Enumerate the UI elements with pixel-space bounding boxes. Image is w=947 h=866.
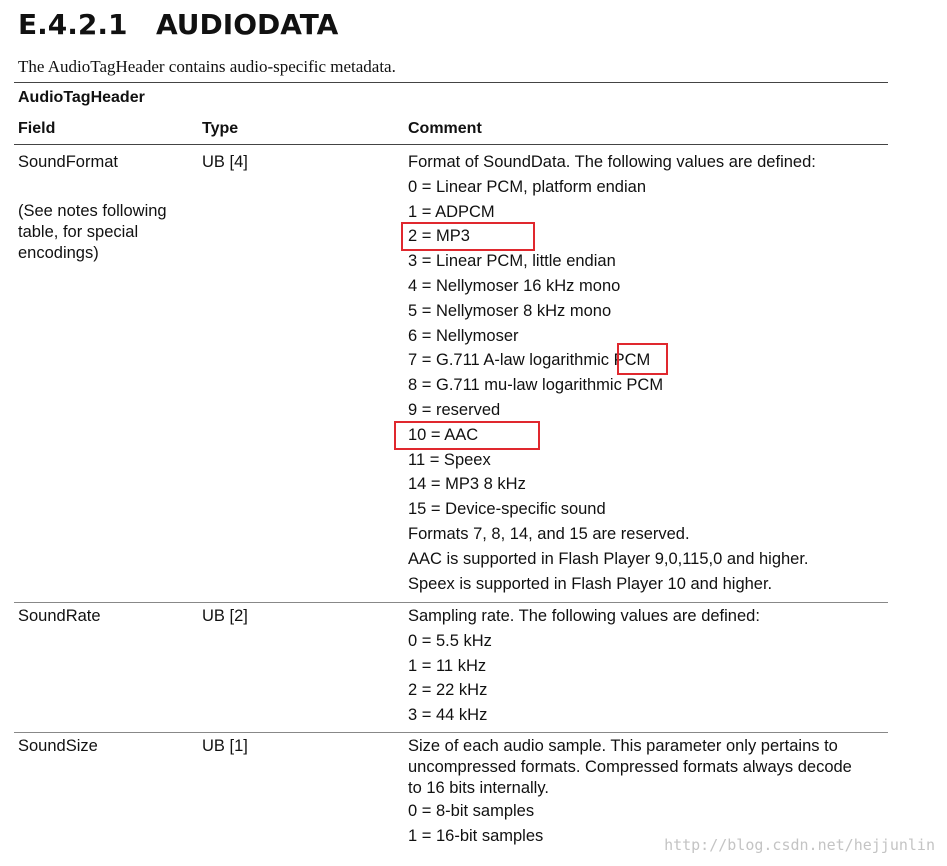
- column-header-field: Field: [18, 120, 56, 137]
- row-soundsize-comment: [408, 736, 852, 849]
- row-soundrate-comment: [408, 604, 760, 728]
- comment-line: 14 = MP3 8 kHz: [408, 475, 526, 494]
- row-soundformat-field: SoundFormat: [18, 153, 118, 171]
- column-header-comment: Comment: [408, 120, 482, 137]
- row-soundformat-type: UB [4]: [202, 153, 248, 171]
- comment-line: 15 = Device-specific sound: [408, 500, 606, 519]
- comment-line: 8 = G.711 mu-law logarithmic PCM: [408, 376, 664, 395]
- row-soundformat-comment: [408, 150, 816, 596]
- comment-line: 10 = AAC: [408, 425, 479, 444]
- comment-line: uncompressed formats. Compressed formats always decode: [408, 758, 852, 776]
- row-soundsize-type: UB [1]: [202, 737, 248, 755]
- table-caption: AudioTagHeader: [18, 89, 145, 106]
- intro-text: The AudioTagHeader contains audio-specific metadata.: [18, 57, 396, 76]
- comment-line: 1 = 11 kHz: [408, 656, 487, 675]
- comment-line: 0 = Linear PCM, platform endian: [408, 177, 647, 196]
- comment-line: 0 = 8-bit samples: [408, 802, 535, 820]
- section-number: E.4.2.1: [18, 8, 128, 41]
- comment-line: 7 = G.711 A-law logarithmic PCM: [408, 351, 651, 370]
- row-divider: [14, 732, 888, 733]
- section-title: AUDIODATA: [156, 8, 339, 41]
- comment-line: Size of each audio sample. This parameter only pertains to: [408, 737, 838, 755]
- comment-line: Sampling rate. The following values are defined:: [408, 607, 760, 625]
- comment-line: Speex is supported in Flash Player 10 and higher.: [408, 574, 773, 593]
- comment-line: 3 = 44 kHz: [408, 706, 488, 725]
- comment-line: 5 = Nellymoser 8 kHz mono: [408, 301, 612, 320]
- comment-line: 1 = 16-bit samples: [408, 826, 544, 845]
- comment-line: 2 = 22 kHz: [408, 681, 488, 700]
- comment-line: 9 = reserved: [408, 400, 501, 419]
- comment-line: 6 = Nellymoser: [408, 326, 519, 345]
- watermark-url: http://blog.csdn.net/hejjunlin: [664, 836, 935, 854]
- comment-line: 2 = MP3: [408, 227, 470, 246]
- table-header-rule: [14, 144, 888, 145]
- row-soundrate-type: UB [2]: [202, 607, 248, 625]
- comment-line: Formats 7, 8, 14, and 15 are reserved.: [408, 524, 690, 543]
- table-top-rule: [14, 82, 888, 83]
- comment-line: to 16 bits internally.: [408, 779, 549, 797]
- comment-line: 4 = Nellymoser 16 kHz mono: [408, 276, 621, 295]
- comment-line: AAC is supported in Flash Player 9,0,115,0 and higher.: [408, 549, 809, 568]
- row-soundrate-field: SoundRate: [18, 607, 101, 625]
- comment-line: 3 = Linear PCM, little endian: [408, 252, 616, 271]
- row-soundformat-field-note: (See notes following table, for special encodings): [18, 202, 167, 262]
- row-soundsize-field: SoundSize: [18, 737, 98, 755]
- comment-line: 1 = ADPCM: [408, 202, 495, 221]
- comment-line: 11 = Speex: [408, 450, 491, 469]
- row-divider: [14, 602, 888, 603]
- comment-line: Format of SoundData. The following values are defined:: [408, 153, 816, 171]
- comment-line: 0 = 5.5 kHz: [408, 631, 492, 650]
- section-heading: [18, 8, 338, 41]
- column-header-type: Type: [202, 120, 239, 137]
